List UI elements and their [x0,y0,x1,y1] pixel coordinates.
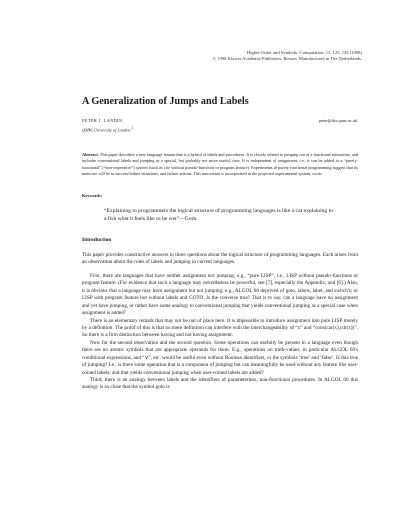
abstract [82,152,358,178]
paper-title: A Generalization of Jumps and Labels [82,96,249,107]
journal-citation: Higher-Order and Symbolic Computation, 11, 125–143 (1998) [246,50,362,55]
abstract-text-1: This paper describes a new language feature that is a hybrid of labels and procedures. It is closely related to jumping out of a functional subroutine, and includes conventional labels and jumping as a special, but probably not more useful, case. It is independent of assignment, i.e., it can be added to a “purely-functional” (“non-imperative”) system (such as [82,152,358,170]
paragraph-1: This paper provides constructive answers to three questions about the logical structure of programming languages. Each arises from an observation about the roles of labels and jumping in current languages. [82,252,358,266]
author-affiliation [82,125,357,134]
copyright-line: © 1998 Kluwer Academic Publishers, Boston. Manufactured in The Netherlands. [212,56,362,62]
author-block [82,118,357,134]
abstract-label: Abstract. [82,152,99,157]
author-email[interactable]: peter@dcs.qmw.ac.uk [319,118,357,123]
keywords-label: Keywords: [82,193,103,198]
paragraph-3: There is an elementary remark that may not be out of place here. It is impossible to introduce assignment into pure LISP merely by a definition. The proof of this is that no mere definition can interfere with the interchangeability of “x” and “cons(car(x),cdr(x))”. So there is a firm distinction between having and not having assignment. [82,317,358,339]
paragraph-4: Now for the second observation and the second question. Some operations can usefully be present in a language even though there are no atomic symbols that are appropriate operands for them. E.g., operations on truth-values, in particular ALGOL 60's conditional expressions, and “∨”, etc. would be useful even without Boolean identifiers, or the symbols ‘true’ and ‘false’. Is this true of jumping? I.e., is there some operation that is a component of jumping but can meaningfully be used without any feature like user-coined labels; and that yields conventional jumping when user-coined labels are added? [82,339,358,376]
abstract-text-2: without pseudo-functions or program feature). Experiments in purely functional programming suggest that its main use will be in success/failure situations, and failure actions. This innovation is incorporated in the projected experimental system, [82,164,358,177]
abstract-iswim: iswim [312,171,322,177]
journal-header [213,50,362,63]
affiliation-text: QMW, University of London [82,127,131,133]
paragraph-2: First, there are languages that have neither assignment nor jumping; e.g., “pure LISP”, i.e., LISP without pseudo-functions or program feature. (For evidence that such a language may nevertheless be powerful, see [7], especially the Appendix, and [6].) Also, it is obvious that a language may have assignment but not jumping; e.g., ALGOL 60 deprived of goto, labels, label, and switch's; or LISP with program feature but without labels and GOTO. Is the converse true? That is to say, can a language have no assignment and yet have jumping, or rather have some analogy to conventional jumping that yields conventional jumping as a special case when assignment is added? [82,273,358,317]
abstract-text-3: . [321,171,323,177]
epigraph-quote: “Explaining to programmers the logical structure of programming languages is like a cat explaining to a fish what it feels like to be wet”—Gorn. [104,208,333,222]
introduction-body [82,252,358,392]
paragraph-5: Third, there is an analogy between labels and the identifiers of parameterless, non-functional procedures. In ALGOL 60 this analogy is so close that the symbol goto is [82,376,358,391]
affiliation-footnote-mark: 1 [131,125,134,130]
section-heading-introduction: Introduction [82,237,112,243]
abstract-lisp: lisp [163,164,170,170]
author-name: PETER J. LANDIN [82,118,123,123]
